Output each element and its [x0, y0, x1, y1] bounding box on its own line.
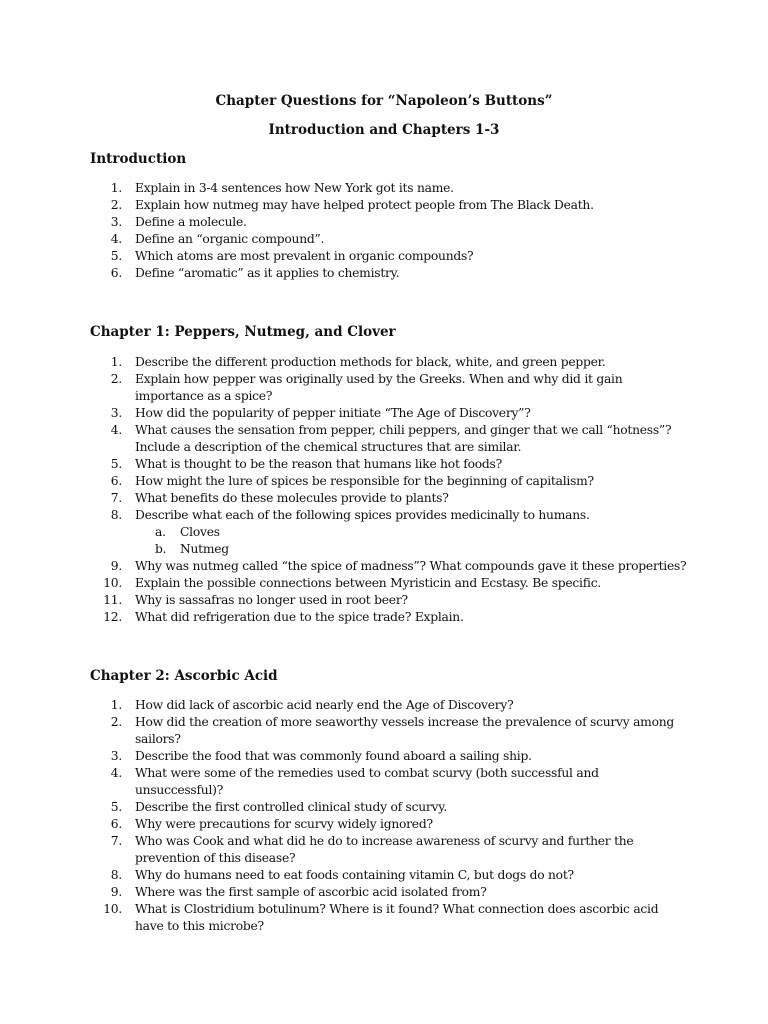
question-number: 6. — [110, 817, 122, 831]
question-item — [90, 456, 690, 473]
question-item — [90, 354, 690, 371]
question-text: Explain the possible connections between Myristicin and Ecstasy. Be specific. — [135, 576, 602, 590]
question-number: 3. — [110, 749, 122, 763]
question-text: Describe the different production methods for black, white, and green pepper. — [135, 355, 606, 369]
question-text: What causes the sensation from pepper, chili peppers, and ginger that we call “hotness”? Include a description of the chemical structures that are similar. — [135, 423, 672, 454]
question-text: Why is sassafras no longer used in root beer? — [135, 593, 408, 607]
question-item — [90, 609, 690, 626]
question-text: Explain in 3-4 sentences how New York got its name. — [135, 181, 454, 195]
question-number: 1. — [110, 181, 122, 195]
question-text: How did lack of ascorbic acid nearly end the Age of Discovery? — [135, 698, 514, 712]
question-number: 7. — [110, 834, 122, 848]
sub-question-text: Nutmeg — [180, 542, 229, 556]
question-item — [90, 799, 690, 816]
sub-question-letter: a. — [155, 525, 166, 539]
question-item — [90, 816, 690, 833]
question-number: 6. — [110, 474, 122, 488]
question-item — [90, 214, 690, 231]
question-text: What benefits do these molecules provide to plants? — [135, 491, 449, 505]
document-title: Chapter Questions for “Napoleon’s Buttons” — [215, 93, 553, 109]
question-list-chapter-2 — [90, 697, 690, 935]
question-number: 2. — [110, 198, 122, 212]
question-text: What were some of the remedies used to combat scurvy (both successful and unsuccessful)? — [135, 766, 599, 797]
question-number: 4. — [110, 423, 122, 437]
question-number: 4. — [110, 766, 122, 780]
sub-question-letter: b. — [155, 542, 167, 556]
question-text: Define a molecule. — [135, 215, 247, 229]
question-number: 8. — [110, 508, 122, 522]
question-item — [90, 884, 690, 901]
question-number: 8. — [110, 868, 122, 882]
sub-question-list — [135, 524, 690, 558]
question-number: 4. — [110, 232, 122, 246]
question-item — [90, 231, 690, 248]
question-item — [90, 405, 690, 422]
question-text: Who was Cook and what did he do to increase awareness of scurvy and further the prevention of this disease? — [135, 834, 634, 865]
question-text: Where was the first sample of ascorbic acid isolated from? — [135, 885, 487, 899]
question-item — [90, 371, 690, 405]
question-text: Define “aromatic” as it applies to chemistry. — [135, 266, 400, 280]
question-text: What is thought to be the reason that humans like hot foods? — [135, 457, 502, 471]
question-item — [90, 422, 690, 456]
question-text: How did the creation of more seaworthy vessels increase the prevalence of scurvy among sailors? — [135, 715, 675, 746]
question-text: Describe what each of the following spices provides medicinally to humans. — [135, 508, 590, 522]
question-item — [90, 592, 690, 609]
question-item — [90, 697, 690, 714]
question-number: 5. — [110, 457, 122, 471]
question-item — [90, 867, 690, 884]
question-number: 2. — [110, 715, 122, 729]
question-text: What did refrigeration due to the spice trade? Explain. — [135, 610, 464, 624]
question-item — [90, 197, 690, 214]
question-number: 11. — [103, 593, 122, 607]
question-number: 1. — [110, 355, 122, 369]
question-number: 9. — [110, 885, 122, 899]
question-text: Describe the first controlled clinical study of scurvy. — [135, 800, 447, 814]
question-number: 3. — [110, 406, 122, 420]
sub-question-text: Cloves — [180, 525, 220, 539]
question-item — [90, 558, 690, 575]
question-item — [90, 507, 690, 558]
question-text: Define an “organic compound”. — [135, 232, 325, 246]
question-text: How did the popularity of pepper initiate “The Age of Discovery”? — [135, 406, 531, 420]
question-text: How might the lure of spices be responsible for the beginning of capitalism? — [135, 474, 594, 488]
question-number: 9. — [110, 559, 122, 573]
question-text: Explain how nutmeg may have helped protect people from The Black Death. — [135, 198, 594, 212]
question-item — [90, 901, 690, 935]
question-item — [90, 833, 690, 867]
question-number: 12. — [103, 610, 122, 624]
question-item — [90, 575, 690, 592]
question-text: Why were precautions for scurvy widely ignored? — [135, 817, 433, 831]
question-item — [90, 748, 690, 765]
question-item — [90, 490, 690, 507]
question-number: 10. — [103, 576, 122, 590]
question-number: 3. — [110, 215, 122, 229]
question-text: Which atoms are most prevalent in organic compounds? — [135, 249, 474, 263]
question-number: 10. — [103, 902, 122, 916]
question-number: 5. — [110, 249, 122, 263]
question-number: 6. — [110, 266, 122, 280]
question-list-introduction — [90, 180, 690, 282]
section-heading-chapter-1: Chapter 1: Peppers, Nutmeg, and Clover — [90, 324, 396, 340]
question-text: Why do humans need to eat foods containing vitamin C, but dogs do not? — [135, 868, 574, 882]
question-text: Describe the food that was commonly found aboard a sailing ship. — [135, 749, 532, 763]
question-number: 7. — [110, 491, 122, 505]
question-item — [90, 248, 690, 265]
question-number: 5. — [110, 800, 122, 814]
sub-question-item — [135, 541, 690, 558]
question-list-chapter-1 — [90, 354, 690, 626]
question-item — [90, 714, 690, 748]
question-number: 2. — [110, 372, 122, 386]
sub-question-item — [135, 524, 690, 541]
section-heading-introduction: Introduction — [90, 151, 187, 167]
question-text: Explain how pepper was originally used by the Greeks. When and why did it gain importance as a spice? — [135, 372, 623, 403]
document-subtitle: Introduction and Chapters 1-3 — [268, 122, 500, 138]
question-item — [90, 265, 690, 282]
section-heading-chapter-2: Chapter 2: Ascorbic Acid — [90, 668, 278, 684]
question-text: Why was nutmeg called “the spice of madness”? What compounds gave it these properties? — [135, 559, 687, 573]
question-number: 1. — [110, 698, 122, 712]
question-item — [90, 765, 690, 799]
question-text: What is Clostridium botulinum? Where is it found? What connection does ascorbic acid have to this microbe? — [135, 902, 659, 933]
question-item — [90, 473, 690, 490]
question-item — [90, 180, 690, 197]
